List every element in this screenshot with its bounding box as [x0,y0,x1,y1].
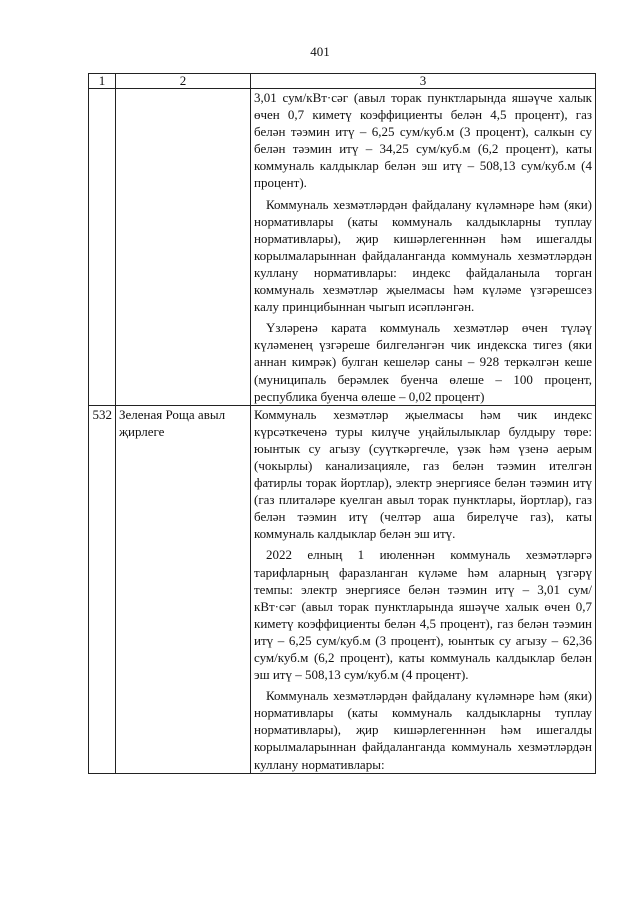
column-header-2: 2 [116,74,251,89]
table-row [89,405,596,773]
paragraph: Коммуналь хезмәтләрдән файдалану күләмнәре һәм (яки) нормативлары (каты коммуналь калдыкларны туплау нормативлары), җир кишәрлегенннән һәм ишегалды корылмаларыннан файдаланганда коммуналь хезмәтләрдән куллану нормативлары: индекс файдаланыла торган коммуналь хезмәтләр җыелмасы һәм күләме үзгәрешсез калу принцибыннан чыгып исәпләнгән. [254,196,592,315]
paragraph: Үзләренә карата коммуналь хезмәтләр өчен түләү күләменең үзгәреше билгеләнгән чик индекска тигез (яки аннан кимрәк) булган кешеләр саны – 928 теркәлгән кеше (муниципаль берәмлек буенча өлеше – 100 процент, республика буенча өлеше – 0,02 процент) [254,320,592,404]
paragraph: Коммуналь хезмәтләр җыелмасы һәм чик индекс күрсәткеченә туры килүче уңайлылыклар булдыру төре: юынтык су агызу (суүткәргечле, үзәк һәм үзенә аерым (чокырлы) канализацияле, газ белән тәэмин ителгән фатирлы торак йортлар), электр энергиясе белән тәэмин итү (газ плиталәре куелган авыл торак пунктлары, йортлар), газ белән тәэмин итү (челтәр аша бирелүче газ), каты коммуналь калдыклар белән эш итү. [254,406,592,542]
row-number [89,89,116,406]
row-number: 532 [89,405,116,773]
settlement-name [116,89,251,406]
paragraph: 3,01 сум/кВт·сәг (авыл торак пунктларында яшәүче халык өчен 0,7 киметү коэффициенты белән 4,5 процент), газ белән тәэмин итү – 6,25 сум/куб.м (3 процент), салкын су белән тәэмин итү – 34,25 сум/куб.м (6,2 процент), каты коммуналь калдыклар белән эш итү – 508,13 сум/куб.м (4 процент). [254,90,592,191]
paragraph: 2022 елның 1 июленнән коммуналь хезмәтләргә тарифларның фаразланган күләме һәм аларның үзгәрү темпы: электр энергиясе белән тәэмин итү – 3,01 сум/кВт·сәг (авыл торак пунктларында яшәүче халык өчен 0,7 киметү коэффициенты белән 4,5 процент), газ белән тәэмин итү – 6,25 сум/куб.м (3 процент), юынтык су агызу – 62,36 сум/куб.м (6,2 процент), каты коммуналь калдыклар белән эш итү – 508,13 сум/куб.м (4 процент). [254,547,592,683]
page-number: 401 [310,44,330,59]
column-header-1: 1 [89,74,116,89]
description-cell [251,405,596,773]
table-header-row [89,74,596,89]
tariff-table [88,73,596,774]
column-header-3: 3 [251,74,596,89]
table-row [89,89,596,406]
description-cell [251,89,596,406]
settlement-name: Зеленая Роща авыл җирлеге [116,405,251,773]
paragraph: Коммуналь хезмәтләрдән файдалану күләмнәре һәм (яки) нормативлары (каты коммуналь калдыкларны туплау нормативлары), җир кишәрлегенннән һәм ишегалды корылмаларыннан файдаланганда коммуналь хезмәтләрдән куллану нормативлары: [254,688,592,772]
